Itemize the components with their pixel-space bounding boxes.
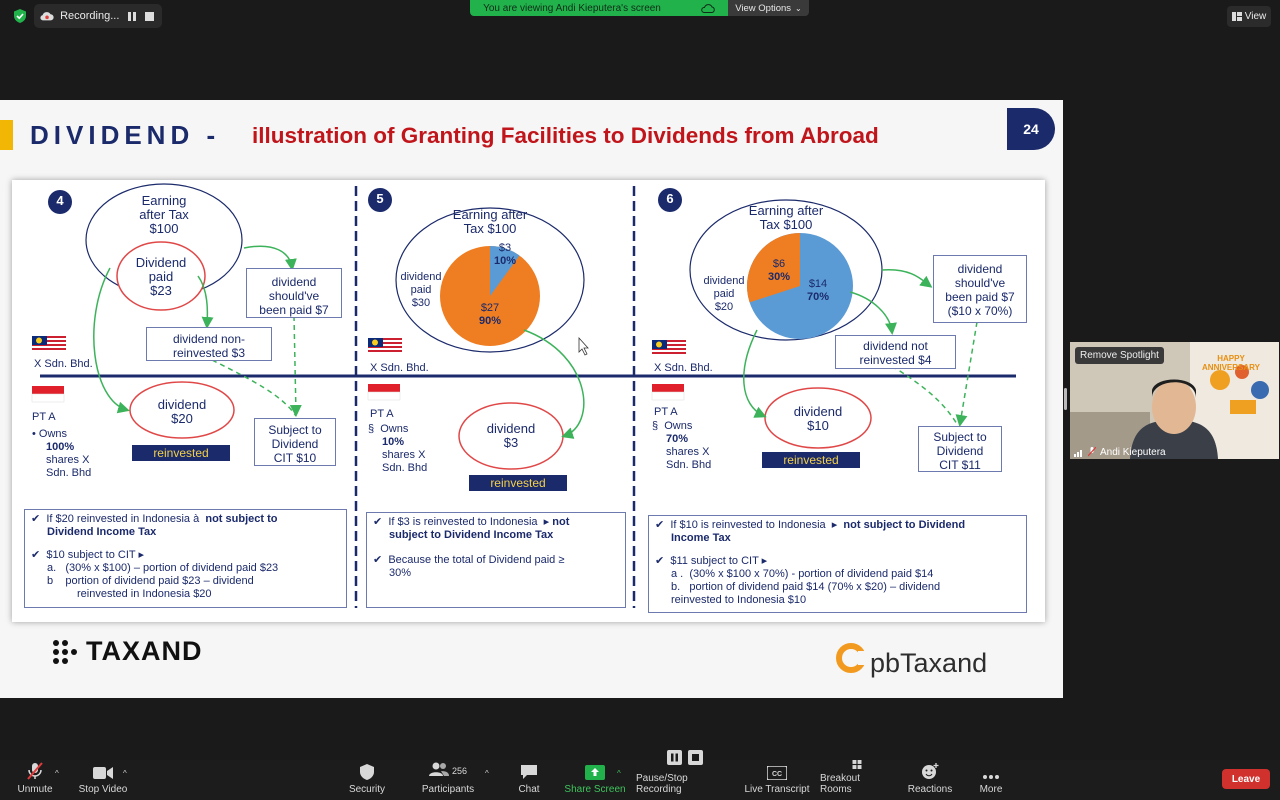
pbtaxand-logo-text: pbTaxand xyxy=(870,648,988,678)
reactions-label: Reactions xyxy=(907,784,953,795)
unmute-label: Unmute xyxy=(17,784,53,795)
meeting-top-bar xyxy=(0,0,1280,34)
chevron-up-icon[interactable]: ^ xyxy=(485,769,489,778)
more-dots-icon xyxy=(982,774,1000,780)
viewing-text: You are viewing Andi Kieputera's screen xyxy=(483,2,661,14)
chat-bubble-icon xyxy=(520,764,538,780)
participants-icon xyxy=(429,762,449,776)
chevron-up-icon[interactable]: ^ xyxy=(55,769,59,778)
participant-name-tag xyxy=(1070,445,1166,459)
non-reinvested-box: dividend non- reinvested $3 xyxy=(146,327,272,361)
pie-big-label: $27 90% xyxy=(478,302,502,327)
reactions-button[interactable] xyxy=(904,760,956,800)
view-button[interactable] xyxy=(1227,6,1271,27)
stop-recording-icon[interactable] xyxy=(144,9,156,23)
malaysia-flag xyxy=(652,340,686,356)
slide-title: DIVIDEND - xyxy=(30,120,221,150)
breakout-rooms-button[interactable] xyxy=(820,760,894,800)
notes-box-6: ✔ If $10 is reinvested to Indonesia ▸ not subject to Dividend Income Tax ✔ $11 subject to CIT ▸ a . (30% x $100 x 70%) - portion of dividend paid $14 b. portion of dividend paid $14 (70% x $20) – dividend reinvested to Indonesia $10 xyxy=(648,515,1027,613)
should-have-paid-box: dividend should've been paid $7 xyxy=(246,268,342,318)
pt-a-label: PT A xyxy=(32,411,56,423)
shield-icon xyxy=(359,764,375,780)
cloud-record-icon xyxy=(40,10,54,22)
security-label: Security xyxy=(348,784,386,795)
more-label: More xyxy=(979,784,1003,795)
pie-small-label: $3 10% xyxy=(493,242,517,267)
participant-name: Andi Kieputera xyxy=(1100,446,1166,458)
slide-subtitle: illustration of Granting Facilities to Dividends from Abroad xyxy=(252,123,879,148)
reinvested-tag: reinvested xyxy=(132,445,230,461)
subject-dividend-cit-box: Subject to Dividend CIT $11 xyxy=(918,426,1002,472)
pie-chart-6 xyxy=(747,233,853,339)
pause-icon xyxy=(667,750,682,765)
step-number-6: 6 xyxy=(666,191,674,206)
resize-handle[interactable] xyxy=(1064,388,1067,410)
meeting-toolbar xyxy=(0,760,1280,800)
indonesia-flag xyxy=(652,384,684,400)
pt-a-label: PT A xyxy=(654,406,678,418)
muted-mic-icon xyxy=(1088,447,1096,457)
x-sdn-bhd-label: X Sdn. Bhd. xyxy=(370,362,429,374)
closed-caption-icon xyxy=(767,766,787,780)
signal-strength-icon xyxy=(1074,448,1084,457)
dividend-text: dividend $10 xyxy=(793,404,843,433)
slide-page-number: 24 xyxy=(1007,108,1055,150)
taxand-dots-icon xyxy=(52,639,78,665)
pt-a-label: PT A xyxy=(370,408,394,420)
paid-text: Dividend paid $23 xyxy=(135,255,187,298)
recording-label: Recording... xyxy=(60,10,120,22)
malaysia-flag xyxy=(32,336,66,352)
step-number-5: 5 xyxy=(376,191,384,206)
stop-video-label: Stop Video xyxy=(78,784,128,795)
reinvested-tag: reinvested xyxy=(762,452,860,468)
chevron-down-icon: ⌄ xyxy=(795,3,802,13)
recording-indicator xyxy=(34,4,162,28)
should-have-paid-box: dividend should've been paid $7 ($10 x 70%) xyxy=(933,255,1027,323)
shared-screen-slide xyxy=(0,100,1063,698)
remove-spotlight-button[interactable]: Remove Spotlight xyxy=(1075,347,1164,364)
dividend-text: dividend $20 xyxy=(157,397,207,426)
illustration-panel xyxy=(12,180,1045,622)
pause-recording-icon[interactable] xyxy=(125,9,137,23)
more-button[interactable] xyxy=(970,760,1012,800)
not-reinvested-box: dividend not reinvested $4 xyxy=(835,335,956,369)
owns-text: § Owns 10% shares X Sdn. Bhd xyxy=(368,423,428,474)
stop-icon xyxy=(688,750,703,765)
view-label: View xyxy=(1244,11,1267,22)
owns-text: § Owns 70% shares X Sdn. Bhd xyxy=(652,420,712,471)
pbtaxand-ring-icon xyxy=(834,641,868,675)
taxand-logo xyxy=(52,636,203,667)
pie-big-label: $14 70% xyxy=(806,278,830,303)
anniversary-banner: HAPPY ANNIVERSARY xyxy=(1202,354,1260,372)
dividend-text: dividend $3 xyxy=(486,421,536,450)
earning-text: Earning after Tax $100 xyxy=(748,203,824,232)
pause-recording-label: Pause/Stop Recording xyxy=(636,773,688,795)
earning-text: Earning after Tax $100 xyxy=(139,193,189,236)
indonesia-flag xyxy=(368,384,400,400)
stop-video-button[interactable] xyxy=(74,760,132,800)
security-button[interactable] xyxy=(344,760,390,800)
live-transcript-button[interactable] xyxy=(744,760,810,800)
chat-label: Chat xyxy=(518,784,540,795)
chevron-up-icon[interactable]: ^ xyxy=(617,769,621,778)
chevron-up-icon[interactable]: ^ xyxy=(123,769,127,778)
taxand-logo-text: TAXAND xyxy=(86,636,203,666)
breakout-rooms-label: Breakout Rooms xyxy=(820,773,861,795)
grid-view-icon xyxy=(1232,12,1242,21)
breakout-rooms-icon xyxy=(849,760,865,769)
pie-small-label: $6 30% xyxy=(767,258,791,283)
paid-text: dividend paid $20 xyxy=(703,275,745,313)
x-sdn-bhd-label: X Sdn. Bhd. xyxy=(654,362,713,374)
owns-text: • Owns 100% shares X Sdn. Bhd xyxy=(32,428,92,479)
indonesia-flag xyxy=(32,386,64,402)
notes-box-4: ✔ If $20 reinvested in Indonesia à not subject to Dividend Income Tax ✔ $10 subject to CIT ▸ a. (30% x $100) – portion of dividend paid $23 b portion of dividend paid $23 – dividend reinvested in Indonesia $20 xyxy=(24,509,347,608)
pause-stop-recording-button[interactable] xyxy=(636,760,734,800)
step-number-4: 4 xyxy=(56,193,64,208)
share-screen-label: Share Screen xyxy=(564,784,626,795)
notes-box-5: ✔ If $3 is reinvested to Indonesia ▸ not subject to Dividend Income Tax ✔ Because the total of Dividend paid ≥ 30% xyxy=(366,512,626,608)
view-options-button[interactable] xyxy=(728,0,809,16)
title-accent-bar xyxy=(0,120,13,150)
x-sdn-bhd-label: X Sdn. Bhd. xyxy=(34,358,93,370)
malaysia-flag xyxy=(368,338,402,354)
participants-label: Participants xyxy=(421,784,475,795)
share-screen-icon xyxy=(585,765,605,780)
leave-button[interactable]: Leave xyxy=(1222,769,1270,789)
chat-button[interactable] xyxy=(510,760,548,800)
pbtaxand-logo xyxy=(834,636,987,679)
earning-text: Earning after Tax $100 xyxy=(452,207,528,236)
smiley-plus-icon xyxy=(921,763,939,780)
cloud-icon xyxy=(701,4,715,13)
paid-text: dividend paid $30 xyxy=(400,271,442,309)
video-camera-icon xyxy=(93,766,113,780)
viewing-screen-banner xyxy=(470,0,728,16)
unmute-button[interactable] xyxy=(10,760,60,800)
subject-dividend-cit-box: Subject to Dividend CIT $10 xyxy=(254,418,336,466)
mouse-cursor-icon xyxy=(579,338,588,355)
participants-button[interactable] xyxy=(420,760,476,800)
microphone-muted-icon xyxy=(26,762,44,780)
share-screen-button[interactable] xyxy=(564,760,626,800)
svg-text:CC: CC xyxy=(771,771,783,778)
participants-count: 256 xyxy=(451,766,468,776)
reinvested-tag: reinvested xyxy=(469,475,567,491)
live-transcript-label: Live Transcript xyxy=(744,784,810,795)
view-options-label: View Options xyxy=(735,2,792,14)
shield-check-icon[interactable] xyxy=(13,9,27,23)
